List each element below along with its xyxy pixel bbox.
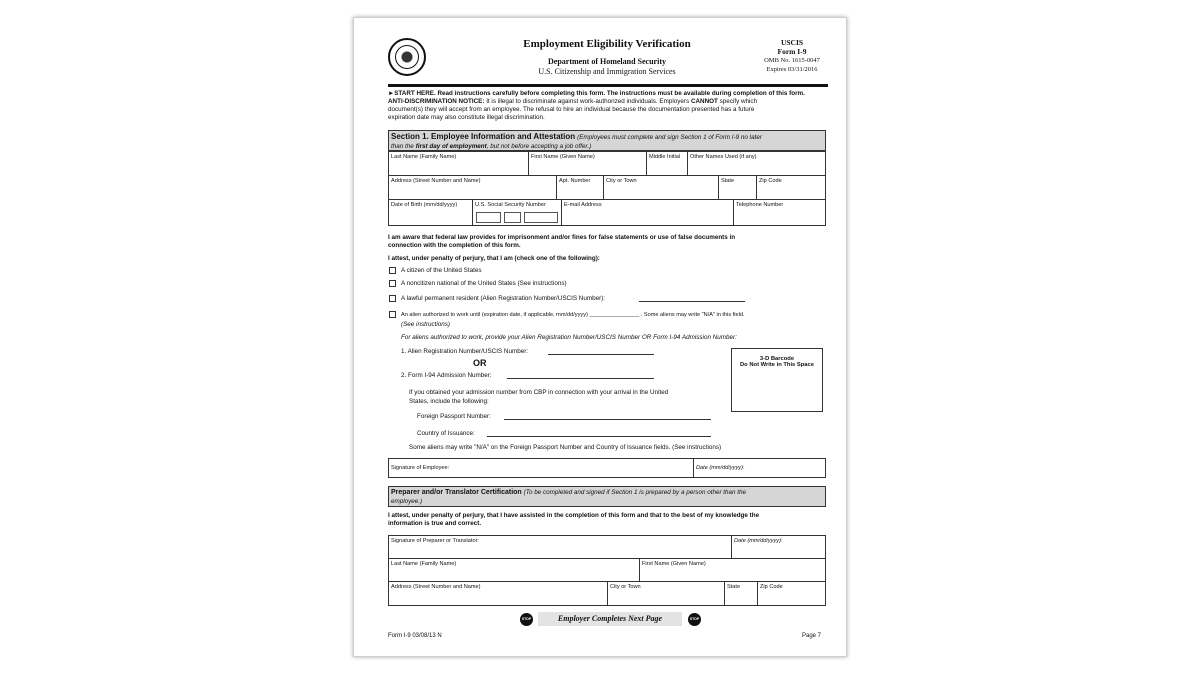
dob-row [388,199,826,226]
apt-number-field[interactable]: Apt. Number [557,176,604,199]
perjury-line: I attest, under penalty of perjury, that I am (check one of the following): [388,255,600,262]
ssn-part3[interactable] [524,212,558,223]
department-name: Department of Homeland Security [548,57,666,66]
employee-signature-row [388,458,826,478]
agency-code: USCIS [780,38,804,47]
or-separator: OR [473,358,487,368]
ssn-part2[interactable] [504,212,521,223]
preparer-signature-field[interactable]: Signature of Preparer or Translator: [389,536,732,558]
preparer-state-field[interactable]: State [725,582,758,605]
city-field[interactable]: City or Town [604,176,719,199]
form-page [353,17,847,657]
anti-discrimination: ANTI-DISCRIMINATION NOTICE: It is illegal to discriminate against work-authorized individuals. Employers CANNOT specify which [388,98,758,105]
preparer-zip-field[interactable]: Zip Code [760,584,783,590]
form-id-block [752,38,832,74]
country-line[interactable] [487,436,711,437]
permanent-resident-label: A lawful permanent resident (Alien Registration Number/USCIS Number): [401,295,606,302]
alien-see-instructions: (See instructions) [401,321,450,328]
omb-number: OMB No. 1615-0047 [764,57,820,64]
citizen-label: A citizen of the United States [401,267,482,274]
aware-line2: connection with the completion of this form. [388,242,521,249]
alien-reg-line[interactable] [548,354,654,355]
dob-field[interactable]: Date of Birth (mm/dd/yyyy) [389,200,473,225]
address-field[interactable]: Address (Street Number and Name) [389,176,557,199]
preparer-address-row [388,581,826,606]
noncitizen-checkbox[interactable] [389,280,396,287]
employee-date-field[interactable]: Date (mm/dd/yyyy): [696,465,745,471]
form-title: Employment Eligibility Verification [523,38,691,50]
i94-label: 2. Form I-94 Admission Number: [401,372,492,379]
telephone-field[interactable]: Telephone Number [736,202,784,208]
permanent-resident-line[interactable] [639,301,745,302]
cbp-note-1: If you obtained your admission number from CBP in connection with your arrival in the United [409,389,669,396]
citizen-checkbox[interactable] [389,267,396,274]
preparer-first-name-field[interactable]: First Name (Given Name) [642,561,706,567]
noncitizen-label: A noncitizen national of the United States (See instructions) [401,280,567,287]
email-field[interactable]: E-mail Address [562,200,734,225]
i94-line[interactable] [507,378,654,379]
preparer-last-name-field[interactable]: Last Name (Family Name) [389,559,640,581]
country-label: Country of Issuance: [417,430,475,437]
form-number: Form I-9 [777,47,807,56]
header-rule [388,84,828,87]
barcode-box: 3-D Barcode Do Not Write in This Space [731,348,823,412]
name-row [388,151,826,176]
passport-line[interactable] [504,419,711,420]
expiration: Expires 03/31/2016 [766,66,818,73]
preparer-date-field[interactable]: Date (mm/dd/yyyy): [734,538,783,544]
section1-header: Section 1. Employee Information and Attestation (Employees must complete and sign Section 1 of Form I-9 no later than the first day of employment, but not before accepting a job offer.) [388,130,826,151]
notice-block: ►START HERE. Read instructions carefully before completing this form. The instructions must be available during completion of this form. ANTI-DISCRIMINATION NOTICE: It is illegal to discriminate against work-authorized individuals. Employers CANNOT specify which document(s) they will accept from an employee. The refusal to hire an individual because the documentation presented has a future expiration date may also constitute illegal discrimination. [388,90,833,122]
preparer-city-field[interactable]: City or Town [608,582,725,605]
alien-reg-label: 1. Alien Registration Number/USCIS Number: [401,348,529,355]
stop-sign-icon: STOP [688,613,701,626]
form-version: Form I-9 03/08/13 N [388,633,442,639]
passport-label: Foreign Passport Number: [417,413,491,420]
start-here: ►START HERE. Read instructions carefully before completing this form. The instructions must be available during completion of this form. [388,90,805,97]
address-row [388,175,826,200]
for-aliens-note: For aliens authorized to work, provide your Alien Registration Number/USCIS Number OR Form I-94 Admission Number: [401,334,737,341]
dhs-seal-icon [388,38,426,76]
zip-field[interactable]: Zip Code [759,178,782,184]
preparer-attest-1: I attest, under penalty of perjury, that I have assisted in the completion of this form and that to the best of my knowledge the [388,512,760,519]
cbp-note-2: States, include the following: [409,398,489,405]
na-note: Some aliens may write "N/A" on the Foreign Passport Number and Country of Issuance fields. (See instructions) [409,444,722,451]
employee-signature-field[interactable]: Signature of Employee: [389,459,694,477]
stop-sign-icon: STOP [520,613,533,626]
alien-authorized-checkbox[interactable] [389,311,396,318]
preparer-address-field[interactable]: Address (Street Number and Name) [389,582,608,605]
alien-authorized-label: An alien authorized to work until (expiration date, if applicable, mm/dd/yyyy) ________________ . Some aliens may write "N/A" in this field. [401,312,745,318]
state-field[interactable]: State [719,176,757,199]
ssn-field[interactable]: U.S. Social Security Number [473,200,562,225]
agency-name: U.S. Citizenship and Immigration Services [538,67,676,76]
ssn-part1[interactable] [476,212,501,223]
aware-line1: I am aware that federal law provides for imprisonment and/or fines for false statements or use of false documents in [388,234,736,241]
preparer-attest-2: information is true and correct. [388,520,482,527]
first-name-field[interactable]: First Name (Given Name) [529,152,647,175]
middle-initial-field[interactable]: Middle Initial [647,152,688,175]
last-name-field[interactable]: Last Name (Family Name) [389,152,529,175]
other-names-field[interactable]: Other Names Used (if any) [690,154,757,160]
preparer-signature-row [388,535,826,559]
page-number: Page 7 [802,633,822,639]
preparer-header: Preparer and/or Translator Certification (To be completed and signed if Section 1 is prepared by a person other than the employee.) [388,486,826,507]
preparer-name-row [388,558,826,582]
employer-next-page: Employer Completes Next Page [538,612,682,626]
permanent-resident-checkbox[interactable] [389,295,396,302]
